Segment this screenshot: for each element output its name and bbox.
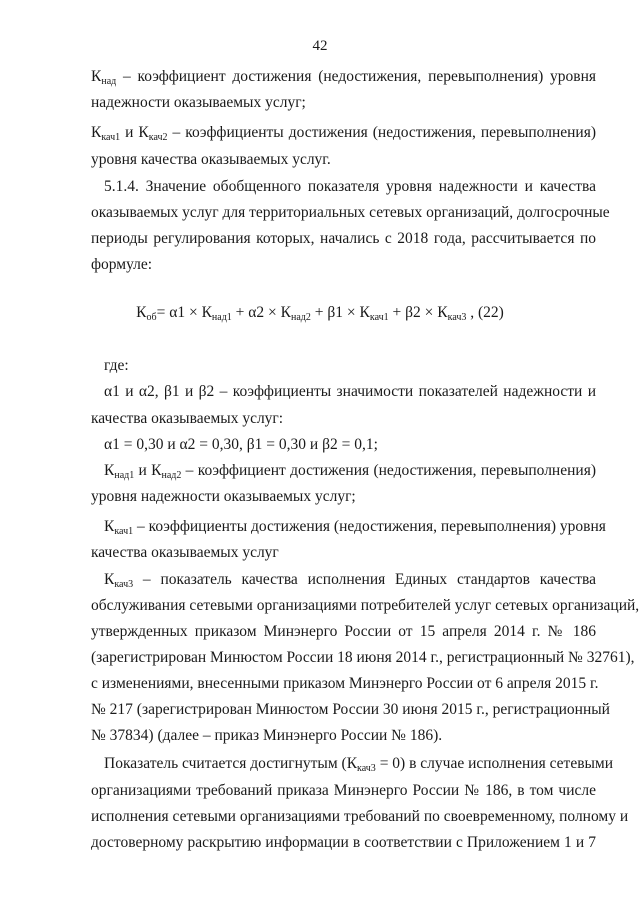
k-symbol: К xyxy=(138,124,149,141)
p2-text: – коэффициенты достижения (недостижения, перевыполнения) xyxy=(167,124,596,141)
k-sub-kach3: кач3 xyxy=(357,763,376,774)
p8-end: = 0) в случае исполнения сетевыми xyxy=(375,755,614,772)
p6-line-2: качества оказываемых услуг xyxy=(91,544,279,561)
page-number: 42 xyxy=(312,38,328,54)
p1-line-1 xyxy=(91,68,596,86)
p7-line-7: № 37834) (далее – приказ Минэнерго России № 186). xyxy=(91,727,443,744)
k-sub-nad1: над1 xyxy=(211,312,232,323)
p6-line-1 xyxy=(104,518,606,537)
k-sub-nad2: над2 xyxy=(291,312,311,323)
formula-plus-a2: + α2 × xyxy=(231,304,281,321)
p7-line-3: утвержденных приказом Минэнерго России от 15 апреля 2014 г. № 186 xyxy=(91,623,596,640)
p5-line-2: уровня надежности оказываемых услуг; xyxy=(91,488,356,505)
k-symbol: К xyxy=(91,68,102,85)
p3-line-2: оказываемых услуг для территориальных сетевых организаций, долгосрочные xyxy=(91,204,610,221)
k-sub-kach1: кач1 xyxy=(114,526,134,537)
p7-line-2: обслуживания сетевыми организациями потребителей услуг сетевых организаций, xyxy=(91,597,640,614)
k-symbol: К xyxy=(91,124,102,141)
formula-eq: = α1 × xyxy=(156,304,202,321)
p3-line-4: формуле: xyxy=(91,256,153,273)
p8-line-4: достоверному раскрытию информации в соответствии с Приложением 1 и 7 xyxy=(91,834,596,851)
p7-text: – показатель качества исполнения Единых стандартов качества xyxy=(133,571,596,588)
k-sub-nad2: над2 xyxy=(161,470,182,481)
p8-line-2: организациями требований приказа Минэнерго России № 186, в том числе xyxy=(91,782,596,799)
p7-line-5: с изменениями, внесенными приказом Минэнерго России от 6 апреля 2015 г. xyxy=(91,675,599,692)
formula-plus-b2: + β2 × xyxy=(388,304,438,321)
p1-text: – коэффициент достижения (недостижения, перевыполнения) уровня xyxy=(116,68,596,85)
p7-line-6: № 217 (зарегистрирован Минюстом России 30 июня 2015 г., регистрационный xyxy=(91,701,610,718)
formula-number: , (22) xyxy=(466,304,504,321)
k-sub-nad1: над1 xyxy=(114,470,135,481)
formula-plus-b1: + β1 × xyxy=(310,304,360,321)
p2-line-1 xyxy=(91,124,596,142)
k-sub-kach1: кач1 xyxy=(101,132,121,143)
k-sub-ob: об xyxy=(146,312,157,323)
p8-line-3: исполнения сетевыми организациями требований по своевременному, полному и xyxy=(91,808,629,825)
k-symbol: К xyxy=(437,304,448,321)
where-label: где: xyxy=(104,357,129,374)
k-symbol: К xyxy=(346,755,358,772)
p4-line-3: α1 = 0,30 и α2 = 0,30, β1 = 0,30 и β2 = 0,1; xyxy=(104,436,378,453)
k-sub-kach3: кач3 xyxy=(447,312,467,323)
k-sub-kach2: кач2 xyxy=(148,132,168,143)
p8-line-1 xyxy=(104,755,614,774)
p7-line-1 xyxy=(104,571,596,589)
k-symbol: К xyxy=(151,462,162,479)
p5-and: и xyxy=(134,462,152,479)
k-symbol: К xyxy=(201,304,212,321)
k-symbol: К xyxy=(104,518,115,535)
p4-line-2: качества оказываемых услуг: xyxy=(91,410,284,427)
p3-line-1: 5.1.4. Значение обобщенного показателя уровня надежности и качества xyxy=(104,178,596,195)
p4-line-1: α1 и α2, β1 и β2 – коэффициенты значимости показателей надежности и xyxy=(104,383,596,400)
p3-line-3: периоды регулирования которых, начались с 2018 года, рассчитывается по xyxy=(91,230,596,247)
p6-text: – коэффициенты достижения (недостижения, перевыполнения) уровня xyxy=(133,518,606,535)
k-symbol: К xyxy=(104,462,115,479)
k-sub-kach1: кач1 xyxy=(369,312,389,323)
k-symbol: К xyxy=(136,304,147,321)
p5-line-1 xyxy=(104,462,596,480)
p7-line-4: (зарегистрирован Минюстом России 18 июня 2014 г., регистрационный № 32761), xyxy=(91,649,635,666)
p5-text: – коэффициент достижения (недостижения, перевыполнения) xyxy=(181,462,596,479)
p1-line-2: надежности оказываемых услуг; xyxy=(91,94,306,111)
formula-22 xyxy=(0,304,640,322)
k-symbol: К xyxy=(359,304,370,321)
k-sub-nad: над xyxy=(101,76,117,87)
k-sub-kach3: кач3 xyxy=(114,579,134,590)
p2-line-2: уровня качества оказываемых услуг. xyxy=(91,151,331,168)
p8-start: Показатель считается достигнутым ( xyxy=(104,755,347,772)
k-symbol: К xyxy=(104,571,115,588)
k-symbol: К xyxy=(280,304,291,321)
p2-and: и xyxy=(120,124,139,141)
